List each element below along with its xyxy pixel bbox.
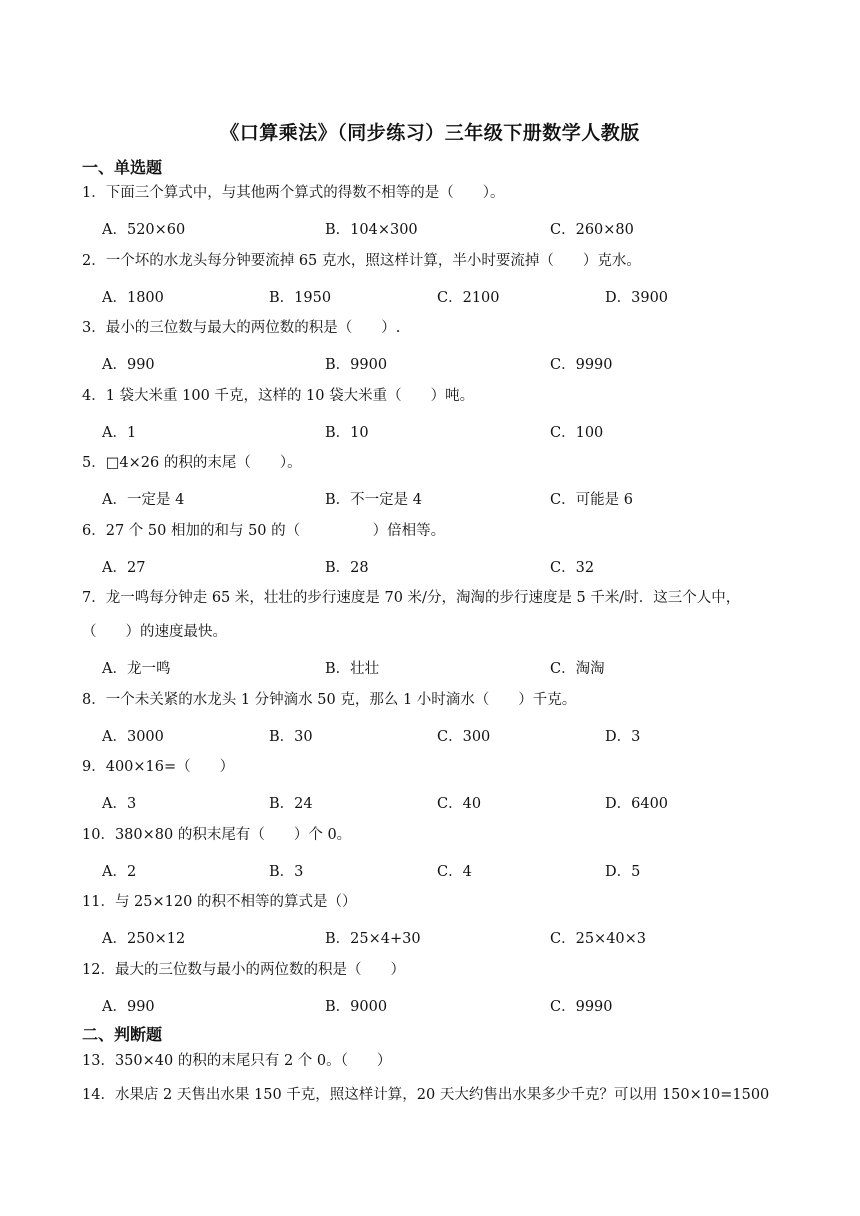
answer-option[interactable]: A．520×60 bbox=[102, 222, 186, 238]
answer-option[interactable]: A．一定是 4 bbox=[102, 492, 185, 508]
section-heading-single-choice: 一、单选题 bbox=[82, 158, 163, 177]
answer-option[interactable]: D．3900 bbox=[605, 290, 669, 306]
option-row bbox=[0, 995, 860, 1017]
answer-option[interactable]: B．壮壮 bbox=[325, 661, 380, 677]
answer-option[interactable]: C．9990 bbox=[550, 357, 613, 373]
answer-option[interactable]: A．龙一鸣 bbox=[102, 661, 171, 677]
answer-option[interactable]: A．1800 bbox=[102, 290, 164, 306]
option-row bbox=[0, 353, 860, 375]
answer-option[interactable]: B．3 bbox=[269, 864, 304, 880]
question-text: 7．龙一鸣每分钟走 65 米，壮壮的步行速度是 70 米/分，淘淘的步行速度是 5 千米/时．这三个人中， bbox=[82, 590, 741, 606]
answer-option[interactable]: A．27 bbox=[102, 560, 146, 576]
answer-option[interactable]: A．2 bbox=[102, 864, 137, 880]
question-text: 10．380×80 的积末尾有（ ）个 0。 bbox=[82, 827, 352, 843]
answer-option[interactable]: B．9000 bbox=[325, 999, 388, 1015]
answer-option[interactable]: C．25×40×3 bbox=[550, 931, 647, 947]
question-text: 5．□4×26 的积的末尾（ ）。 bbox=[82, 455, 302, 471]
answer-option[interactable]: B．28 bbox=[325, 560, 369, 576]
option-row bbox=[0, 218, 860, 240]
question-text: 11．与 25×120 的积不相等的算式是（） bbox=[82, 894, 357, 910]
option-row bbox=[0, 488, 860, 510]
answer-option[interactable]: C．2100 bbox=[437, 290, 500, 306]
question-text: 8．一个未关紧的水龙头 1 分钟滴水 50 克，那么 1 小时滴水（ ）千克。 bbox=[82, 692, 577, 708]
question-text: 12．最大的三位数与最小的两位数的积是（ ） bbox=[82, 962, 405, 978]
answer-option[interactable]: A．3000 bbox=[102, 729, 164, 745]
answer-option[interactable]: C．9990 bbox=[550, 999, 613, 1015]
answer-option[interactable]: D．5 bbox=[605, 864, 641, 880]
option-row bbox=[0, 421, 860, 443]
judgement-question: 13．350×40 的积的末尾只有 2 个 0。（ ） bbox=[82, 1053, 392, 1069]
option-row bbox=[0, 657, 860, 679]
option-row bbox=[0, 286, 860, 308]
answer-option[interactable]: C．4 bbox=[437, 864, 472, 880]
answer-option[interactable]: B．9900 bbox=[325, 357, 388, 373]
judgement-question: 14．水果店 2 天售出水果 150 千克，照这样计算，20 天大约售出水果多少千克？可以用 150×10=1500 bbox=[82, 1087, 770, 1103]
answer-option[interactable]: B．30 bbox=[269, 729, 313, 745]
answer-option[interactable]: C．淘淘 bbox=[550, 661, 605, 677]
answer-option[interactable]: B．24 bbox=[269, 796, 313, 812]
answer-option[interactable]: C．100 bbox=[550, 425, 604, 441]
option-row bbox=[0, 725, 860, 747]
answer-option[interactable]: D．3 bbox=[605, 729, 641, 745]
question-text: 3．最小的三位数与最大的两位数的积是（ ）. bbox=[82, 320, 401, 336]
page-title: 《口算乘法》（同步练习）三年级下册数学人教版 bbox=[220, 122, 640, 144]
answer-option[interactable]: B．104×300 bbox=[325, 222, 418, 238]
answer-option[interactable]: D．6400 bbox=[605, 796, 669, 812]
answer-option[interactable]: B．1950 bbox=[269, 290, 332, 306]
answer-option[interactable]: B．10 bbox=[325, 425, 369, 441]
answer-option[interactable]: B．不一定是 4 bbox=[325, 492, 422, 508]
answer-option[interactable]: C．300 bbox=[437, 729, 491, 745]
question-text: 2．一个坏的水龙头每分钟要流掉 65 克水，照这样计算，半小时要流掉（ ）克水。 bbox=[82, 253, 641, 269]
option-row bbox=[0, 556, 860, 578]
question-text: 9．400×16=（ ） bbox=[82, 759, 235, 775]
question-text: 6．27 个 50 相加的和与 50 的（ ）倍相等。 bbox=[82, 523, 446, 539]
option-row bbox=[0, 792, 860, 814]
option-row bbox=[0, 860, 860, 882]
answer-option[interactable]: C．260×80 bbox=[550, 222, 634, 238]
answer-option[interactable]: A．1 bbox=[102, 425, 137, 441]
question-text: 1．下面三个算式中，与其他两个算式的得数不相等的是（ ）。 bbox=[82, 185, 505, 201]
question-text: 4．1 袋大米重 100 千克，这样的 10 袋大米重（ ）吨。 bbox=[82, 388, 475, 404]
answer-option[interactable]: A．3 bbox=[102, 796, 137, 812]
answer-option[interactable]: A．250×12 bbox=[102, 931, 186, 947]
option-row bbox=[0, 927, 860, 949]
section-heading-judgement: 二、判断题 bbox=[82, 1025, 163, 1044]
answer-option[interactable]: C．32 bbox=[550, 560, 595, 576]
answer-option[interactable]: C．可能是 6 bbox=[550, 492, 633, 508]
question-text: （ ）的速度最快。 bbox=[82, 624, 227, 640]
answer-option[interactable]: C．40 bbox=[437, 796, 482, 812]
answer-option[interactable]: A．990 bbox=[102, 357, 155, 373]
answer-option[interactable]: B．25×4+30 bbox=[325, 931, 421, 947]
answer-option[interactable]: A．990 bbox=[102, 999, 155, 1015]
